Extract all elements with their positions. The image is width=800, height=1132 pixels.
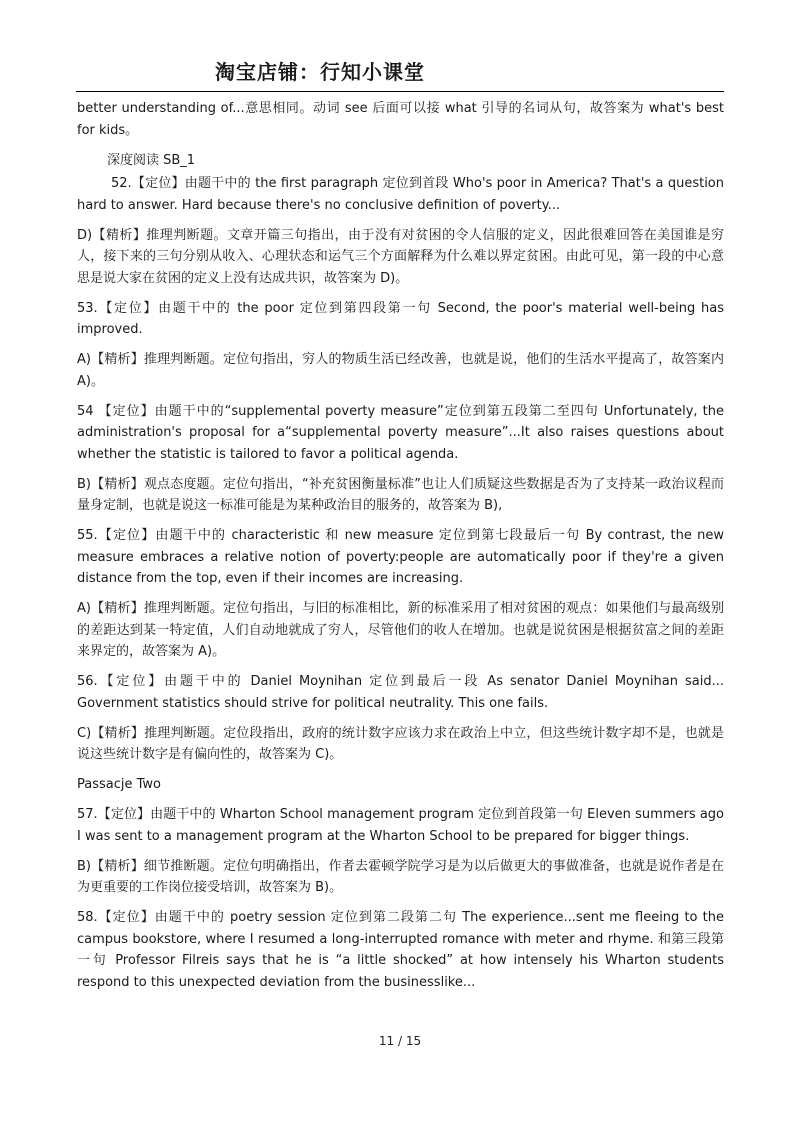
- paragraph: D)【精析】推理判断题。文章开篇三句指出，由于没有对贫困的令人信服的定义，因此很难回答在美国谁是穷人，接下来的三句分别从收入、心理状态和运气三个方面解释为什么难以界定贫困。由此可见，第一段的中心意思是说大家在贫困的定义上没有达成共识，故答案为 D)。: [77, 227, 724, 286]
- paragraph: 52.【定位】由题干中的 the first paragraph 定位到首段 Who's poor in America? That's a question hard to answer. Hard because there's no conclusive definition of poverty...: [77, 176, 724, 213]
- paragraph: 57.【定位】由题干中的 Wharton School management program 定位到首段第一句 Eleven summers ago I was sent to a management program at the Wharton School to be prepared for bigger things.: [77, 807, 724, 844]
- paragraph: B)【精析】观点态度题。定位句指出，“补充贫困衡量标准”也让人们质疑这些数据是否为了支持某一政治议程而量身定制，也就是说这一标准可能是为某种政治目的服务的，故答案为 B),: [77, 476, 724, 513]
- document-body: [77, 98, 724, 1002]
- paragraph: A)【精析】推理判断题。定位句指出，穷人的物质生活已经改善，也就是说，他们的生活水平提高了，故答案内 A)。: [77, 352, 724, 389]
- header-title: 淘宝店铺：行知小课堂: [215, 60, 425, 84]
- header-divider: [76, 91, 724, 92]
- section-heading: 深度阅读 SB_1: [107, 152, 196, 168]
- paragraph: 53.【定位】由题干中的 the poor 定位到第四段第一句 Second, the poor's material well-being has improved.: [77, 300, 724, 337]
- paragraph: 56.【定位】由题干中的 Daniel Moynihan 定位到最后一段 As senator Daniel Moynihan said... Government statistics should strive for political neutrality. This one fails.: [77, 674, 724, 711]
- paragraph: C)【精析】推理判断题。定位段指出，政府的统计数字应该力求在政治上中立，但这些统计数字却不是，也就是说这些统计数字是有偏向性的，故答案为 C)。: [77, 725, 724, 762]
- paragraph: B)【精析】细节推断题。定位句明确指出，作者去霍顿学院学习是为以后做更大的事做准备，也就是说作者是在为更重要的工作岗位接受培训，故答案为 B)。: [77, 858, 724, 895]
- paragraph: better understanding of...意思相同。动词 see 后面可以接 what 引导的名词从句，故答案为 what's best for kids。: [77, 101, 724, 138]
- page-number: 11 / 15: [378, 1034, 422, 1048]
- paragraph: 55.【定位】由题干中的 characteristic 和 new measure 定位到第七段最后一句 By contrast, the new measure embraces a relative notion of poverty:people are automatically poor if they're a given distance from the top, even if their incomes are increasing.: [77, 528, 724, 586]
- paragraph: 58.【定位】由题干中的 poetry session 定位到第二段第二句 The experience...sent me fleeing to the campus bookstore, where I resumed a long-interrupted romance with meter and rhyme. 和第三段第一句 Professor Filreis says that he is “a little shocked” at how intensely his Wharton students respond to this unexpected deviation from the businesslike...: [77, 910, 724, 990]
- section-heading: Passacje Two: [77, 777, 161, 792]
- paragraph: A)【精析】推理判断题。定位句指出，与旧的标准相比，新的标准采用了相对贫困的观点：如果他们与最高级别的差距达到某一特定值，人们自动地就成了穷人，尽管他们的收人在增加。也就是说贫困是根据贫富之间的差距来界定的，故答案为 A)。: [77, 601, 724, 659]
- paragraph: 54 【定位】由题干中的“supplemental poverty measure”定位到第五段第二至四句 Unfortunately, the administration's proposal for a“supplemental poverty measure”...It also raises questions about whether the statistic is tailored to favor a political agenda.: [77, 403, 724, 462]
